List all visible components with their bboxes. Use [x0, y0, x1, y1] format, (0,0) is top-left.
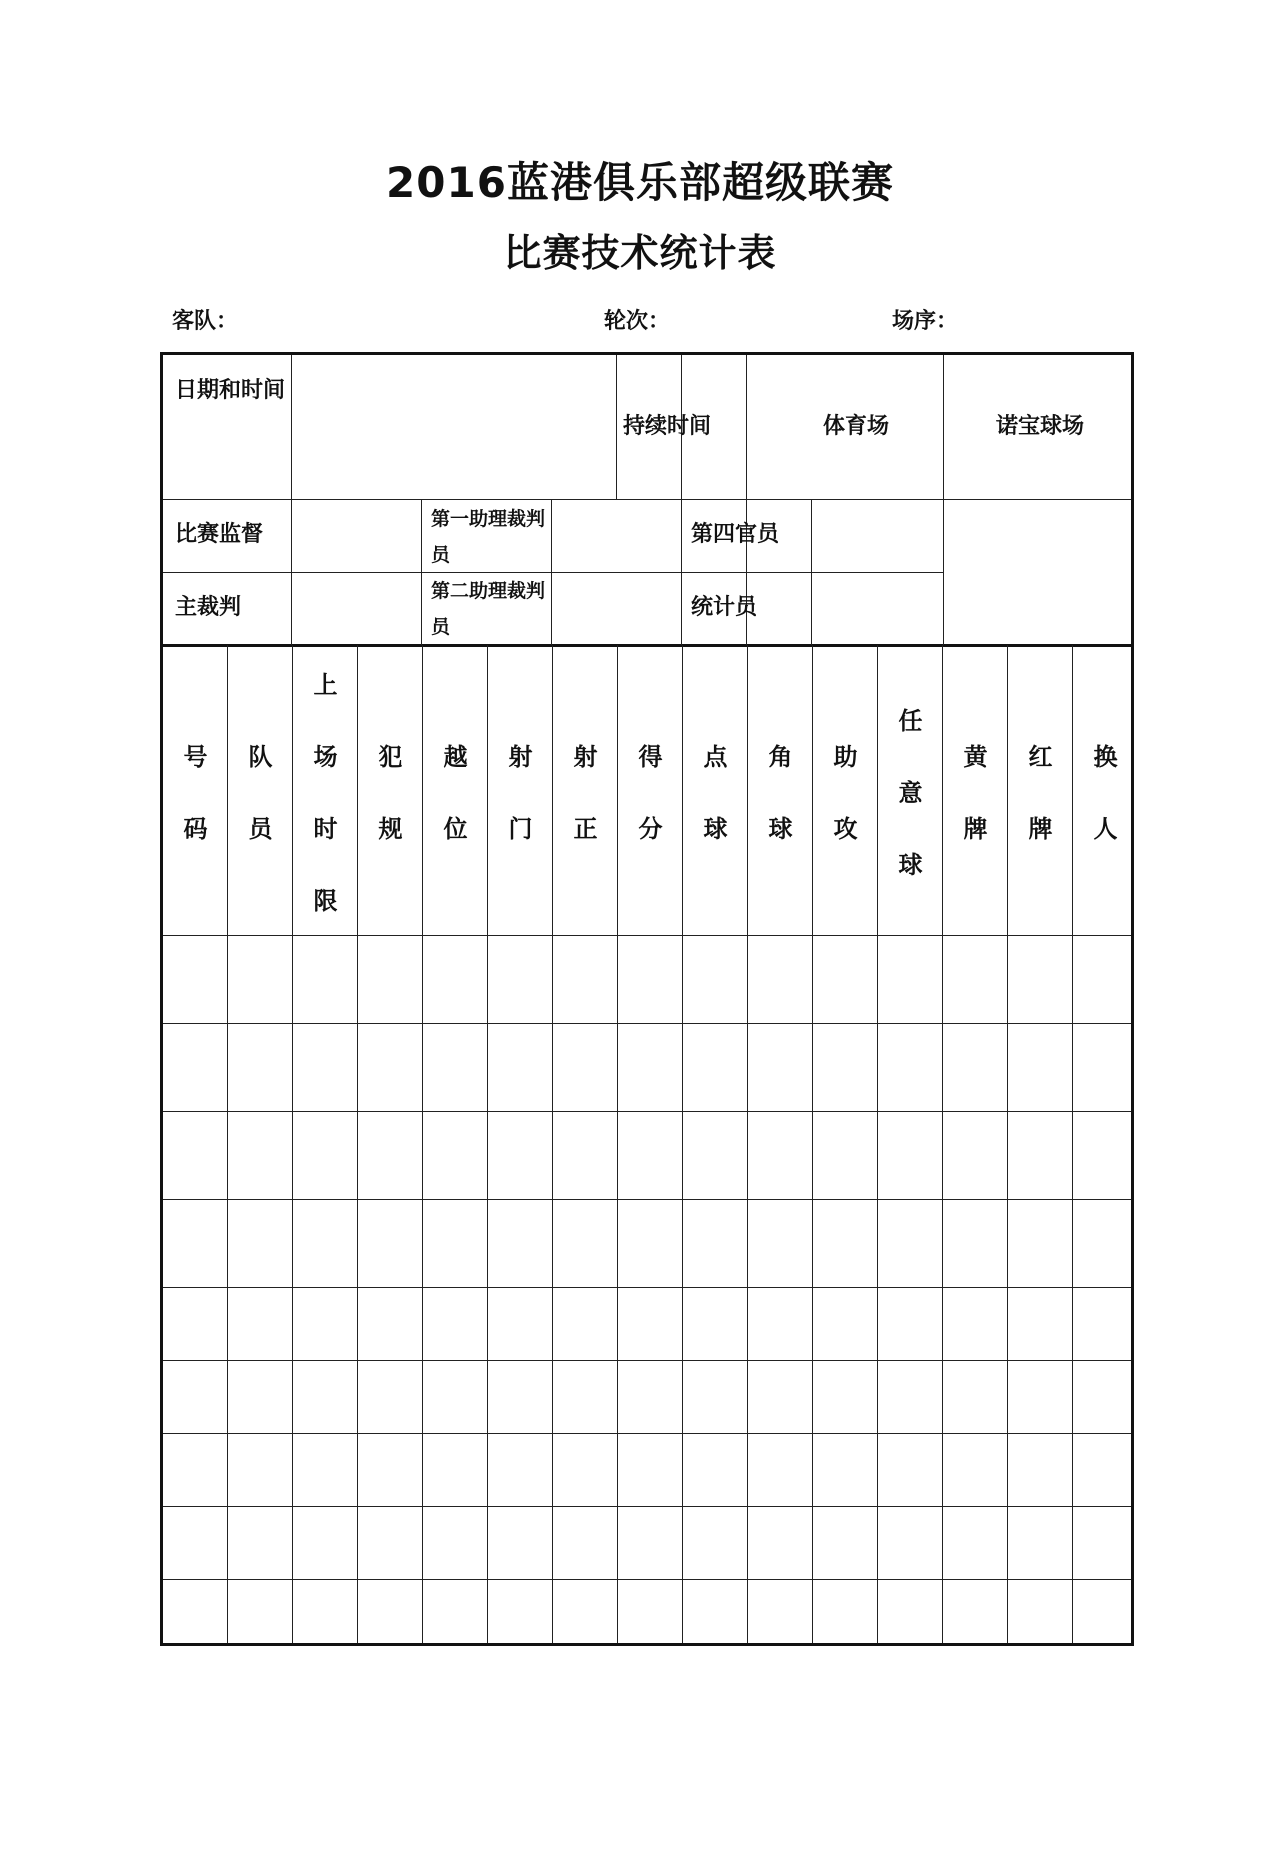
statistics-table — [160, 352, 1134, 1646]
col-divider — [811, 499, 812, 645]
column-header-number: 号码 — [183, 742, 208, 843]
col-divider — [551, 499, 552, 645]
form-subtitle: 比赛技术统计表 — [503, 231, 777, 275]
row-divider — [163, 1360, 1134, 1361]
column-header-yellow-cards: 黄牌 — [963, 742, 988, 843]
supervisor-label: 比赛监督 — [175, 522, 264, 548]
statistician-label: 统计员 — [691, 594, 758, 620]
column-header-corners: 角球 — [768, 742, 793, 843]
col-divider — [681, 499, 682, 645]
row-divider — [943, 499, 1134, 500]
column-header-minutes-played: 上场时限 — [313, 670, 338, 915]
row-divider — [163, 1433, 1134, 1434]
row-divider — [163, 1199, 1134, 1200]
column-header-player: 队员 — [248, 742, 273, 843]
column-header-assists: 助攻 — [833, 742, 858, 843]
row-divider — [163, 1111, 1134, 1112]
column-header-shots-on-target: 射正 — [573, 742, 598, 843]
round-label: 轮次： — [604, 309, 671, 334]
col-divider — [421, 499, 422, 645]
fourth-official-label: 第四官员 — [691, 522, 780, 548]
assistant-referee-2-label: 第二助理裁判员 — [431, 580, 546, 638]
column-header-penalties: 点球 — [703, 742, 728, 843]
column-header-red-cards: 红牌 — [1028, 742, 1053, 843]
match-number-label: 场序： — [892, 309, 959, 334]
column-header-free-kicks: 任意球 — [898, 706, 923, 879]
section-divider — [163, 644, 1134, 647]
row-divider — [163, 1579, 1134, 1580]
column-header-offside: 越位 — [443, 742, 468, 843]
column-header-goals: 得分 — [638, 742, 663, 843]
column-header-fouls: 犯规 — [378, 742, 403, 843]
stadium-label: 体育场 — [823, 413, 890, 439]
col-divider — [291, 355, 292, 645]
assistant-referee-1-label: 第一助理裁判员 — [431, 508, 546, 566]
row-divider — [163, 1506, 1134, 1507]
form-title: 2016蓝港俱乐部超级联赛 — [386, 158, 894, 207]
away-team-label: 客队： — [172, 309, 239, 334]
row-divider — [163, 935, 1134, 936]
referee-label: 主裁判 — [175, 594, 242, 620]
stadium-value: 诺宝球场 — [995, 413, 1084, 439]
column-header-substitutions: 换人 — [1093, 742, 1118, 843]
duration-label: 持续时间 — [623, 413, 712, 439]
row-divider — [163, 1287, 1134, 1288]
date-time-label: 日期和时间 — [175, 378, 286, 403]
row-divider — [163, 1023, 1134, 1024]
col-divider — [616, 355, 617, 499]
column-header-shots: 射门 — [508, 742, 533, 843]
